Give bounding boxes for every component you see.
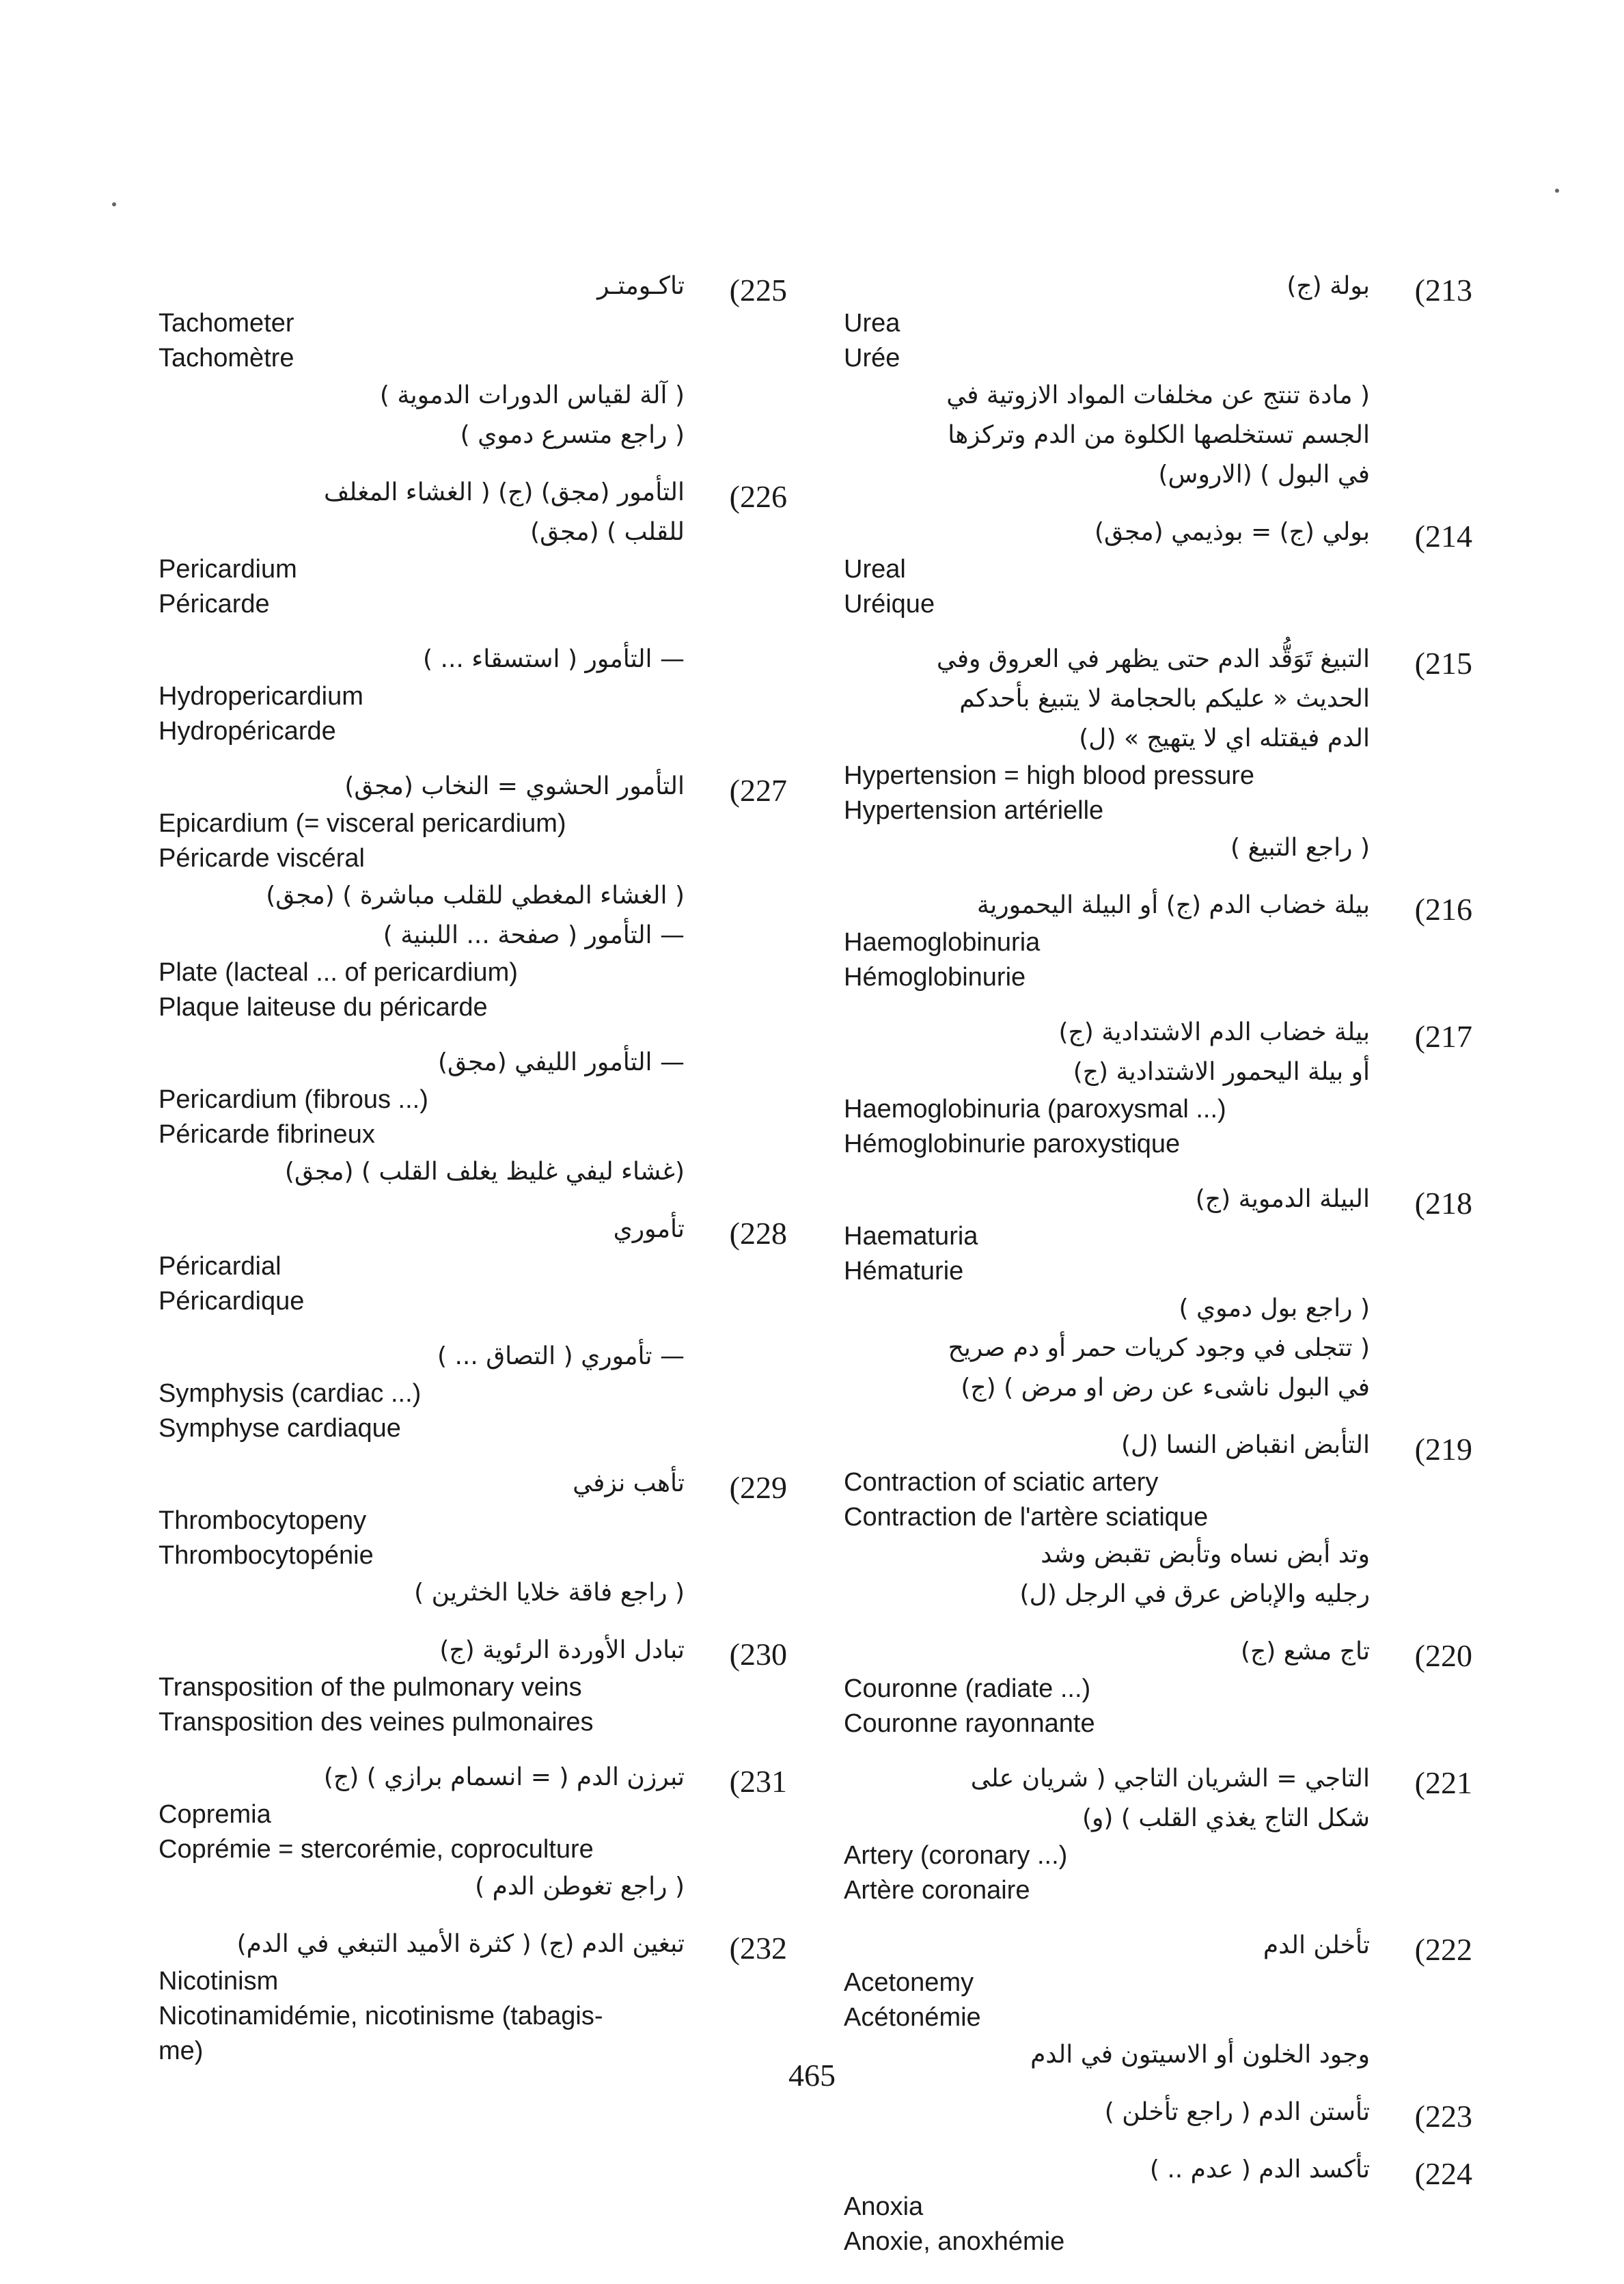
arabic-term: الدم فيقتله اي لا يتهيج » (ل) [1079,724,1370,752]
arabic-term: بولي (ج) = بوذيمي (مجق) [1095,518,1370,546]
dictionary-entry [844,2150,1472,2259]
arabic-note: في البول ناشىء عن رض او مرض ) (ج) [961,1374,1370,1402]
dictionary-entry [159,1210,787,1319]
french-term: Tachomètre [159,344,294,372]
english-term: Haemoglobinuria (paroxysmal ...) [844,1095,1226,1124]
arabic-note: وجود الخلون أو الاسيتون في الدم [1030,2041,1370,2069]
arabic-term: تاكـومتـر [597,272,685,300]
french-term: Contraction de l'artère sciatique [844,1503,1209,1532]
arabic-term: بيلة خضاب الدم الاشتدادية (ج) [1058,1018,1370,1046]
speck [1555,189,1559,193]
french-term: Hydropéricarde [159,717,336,746]
dictionary-entry [159,1043,787,1192]
dictionary-entry [159,1464,787,1613]
arabic-note: ( تتجلى في وجود كريات حمر أو دم صريح [948,1334,1370,1362]
dictionary-entry [844,1632,1472,1741]
entry-number: (225 [729,273,787,308]
arabic-note: في البول ) (الاروس) [1158,461,1370,489]
french-term: Hématurie [844,1257,964,1286]
dictionary-entry [844,1013,1472,1162]
dictionary-entry [844,513,1472,622]
arabic-note: ( الغشاء المغطي للقلب مباشرة ) (مجق) [266,882,685,910]
french-term: Uréique [844,590,935,618]
english-term: Anoxia [844,2192,924,2221]
french-term: Hémoglobinurie [844,963,1026,992]
dictionary-entry [159,767,787,1025]
arabic-term: الحديث « عليكم بالحجامة لا يتبيغ بأحدكم [959,685,1370,713]
dictionary-entry [844,267,1472,495]
arabic-term: البيلة الدموية (ج) [1195,1185,1370,1213]
arabic-term: تاج مشع (ج) [1241,1637,1370,1666]
entry-number: (221 [1414,1765,1472,1800]
french-term: Anoxie, anoxhémie [844,2227,1065,2256]
entry-number: (223 [1414,2099,1472,2134]
french-term: Transposition des veines pulmonaires [159,1708,594,1737]
arabic-term: — تأموري ( التصاق ... ) [437,1342,685,1370]
arabic-note: ( راجع فاقة خلايا الخثرين ) [414,1579,685,1607]
arabic-term: تبرزن الدم ( = انسمام برازي ) (ج) [323,1763,685,1791]
arabic-note: رجليه والإباض عرق في الرجل (ل) [1019,1580,1370,1608]
french-term: Couronne rayonnante [844,1709,1095,1738]
arabic-term: أو بيلة اليحمور الاشتدادية (ج) [1073,1058,1370,1086]
dictionary-entry [159,267,787,455]
speck [112,202,116,206]
dictionary-entry [844,2093,1472,2132]
arabic-note: (غشاء ليفي غليظ يغلف القلب ) (مجق) [284,1158,685,1186]
english-term: Contraction of sciatic artery [844,1468,1159,1497]
entry-number: (232 [729,1931,787,1966]
english-term: Epicardium (= visceral pericardium) [159,809,566,838]
arabic-note: ( راجع التبيغ ) [1230,834,1370,862]
entry-number: (214 [1414,519,1472,554]
english-term: Copremia [159,1800,271,1829]
arabic-term: تبغين الدم (ج) ( كثرة الأميد التبغي في الدم) [236,1930,685,1958]
entry-number: (218 [1414,1186,1472,1221]
english-term: Hypertension = high blood pressure [844,761,1254,790]
entry-number: (228 [729,1216,787,1251]
french-term: Péricarde fibrineux [159,1120,375,1149]
dictionary-entry [844,1759,1472,1908]
french-term: Symphyse cardiaque [159,1414,401,1443]
arabic-note: الجسم تستخلصها الكلوة من الدم وتركزها [948,421,1370,449]
arabic-term: التبيغ تَوَقُّد الدم حتى يظهر في العروق وفي [936,645,1370,673]
dictionary-entry [844,1426,1472,1614]
arabic-term: التأمور الحشوي = النخاب (مجق) [344,772,685,800]
arabic-term: التأبض انقباض النسا (ل) [1120,1431,1370,1459]
french-term: Péricarde viscéral [159,844,365,873]
arabic-term: — التأمور ( استسقاء ... ) [423,645,685,673]
french-term: Thrombocytopénie [159,1541,374,1570]
right-column [844,267,1472,2277]
entry-number: (220 [1414,1638,1472,1673]
entry-number: (230 [729,1637,787,1672]
arabic-term: تأموري [613,1215,685,1243]
french-term: Nicotinamidémie, nicotinisme (tabagis- me) [159,2002,603,2065]
arabic-term: التاجي = الشريان التاجي ( شريان على [970,1765,1370,1793]
english-term: Plate (lacteal ... of pericardium) [159,958,518,987]
english-term: Pericardium (fibrous ...) [159,1085,428,1114]
english-term: Haematuria [844,1222,978,1251]
english-term: Haemoglobinuria [844,928,1041,957]
french-term: Coprémie = stercorémie, coproculture [159,1835,594,1864]
entry-number: (215 [1414,646,1472,681]
arabic-term: تأكسد الدم ( عدم .. ) [1149,2156,1370,2184]
arabic-note: ( راجع بول دموي ) [1179,1294,1370,1322]
arabic-note: ( راجع تغوطن الدم ) [475,1873,685,1901]
french-term: Artère coronaire [844,1876,1030,1905]
french-term: Acétonémie [844,2003,981,2032]
arabic-note: ( آلة لقياس الدورات الدموية ) [379,381,685,409]
arabic-term: بولة (ج) [1286,272,1370,300]
english-term: Urea [844,309,900,338]
entry-number: (229 [729,1470,787,1505]
entry-number: (219 [1414,1432,1472,1467]
entry-number: (222 [1414,1932,1472,1967]
arabic-note: ( راجع متسرع دموي ) [460,421,685,449]
dictionary-entry [159,1631,787,1740]
dictionary-entry [844,886,1472,995]
french-term: Plaque laiteuse du péricarde [159,993,488,1022]
dictionary-entry [159,640,787,749]
arabic-term: تأخلن الدم [1263,1931,1370,1959]
left-column [159,267,787,2086]
arabic-term: بيلة خضاب الدم (ج) أو البيلة اليحمورية [976,891,1370,919]
dictionary-entry [844,1926,1472,2075]
entry-number: (216 [1414,892,1472,927]
arabic-term: للقلب ) (مجق) [530,518,685,546]
english-term: Ureal [844,555,906,584]
entry-number: (226 [729,479,787,514]
french-term: Péricarde [159,590,270,618]
arabic-term: — التأمور الليفي (مجق) [437,1048,685,1076]
page-number: 465 [788,2058,836,2093]
english-term: Tachometer [159,309,294,338]
dictionary-entry [159,473,787,622]
entry-number: (213 [1414,273,1472,308]
dictionary-entry [159,1925,787,2069]
arabic-term: تبادل الأوردة الرئوية (ج) [439,1636,685,1664]
dictionary-entry [159,1758,787,1907]
french-term: Péricardique [159,1287,305,1316]
arabic-term: تأستن الدم ( راجع تأخلن ) [1104,2098,1370,2126]
english-term: Acetonemy [844,1968,974,1997]
entry-number: (227 [729,773,787,808]
entry-number: (231 [729,1764,787,1799]
entry-number: (217 [1414,1019,1472,1054]
arabic-term: التأمور (مجق) (ج) ( الغشاء المغلف [324,478,685,506]
arabic-note: وتد أبض نساه وتأبض تقبض وشد [1041,1540,1370,1568]
french-term: Urée [844,344,900,372]
french-term: Hémoglobinurie paroxystique [844,1130,1181,1158]
english-term: Pericardium [159,555,297,584]
english-term: Nicotinism [159,1967,279,1996]
dictionary-entry [159,1337,787,1446]
english-term: Symphysis (cardiac ...) [159,1379,422,1408]
french-term: Hypertension artérielle [844,796,1104,825]
arabic-term: تأهب نزفي [573,1469,685,1497]
dictionary-entry [844,1180,1472,1408]
english-term: Thrombocytopeny [159,1506,367,1535]
english-term: Péricardial [159,1252,281,1281]
english-term: Transposition of the pulmonary veins [159,1673,582,1702]
english-term: Artery (coronary ...) [844,1841,1068,1870]
english-term: Couronne (radiate ...) [844,1674,1091,1703]
arabic-term: شكل التاج يغذي القلب ) (و) [1082,1804,1370,1832]
arabic-note: ( مادة تنتج عن مخلفات المواد الازوتية في [946,381,1370,409]
entry-number: (224 [1414,2156,1472,2191]
dictionary-entry [844,640,1472,868]
english-term: Hydropericardium [159,682,363,711]
arabic-note: — التأمور ( صفحة ... اللبنية ) [383,921,685,949]
